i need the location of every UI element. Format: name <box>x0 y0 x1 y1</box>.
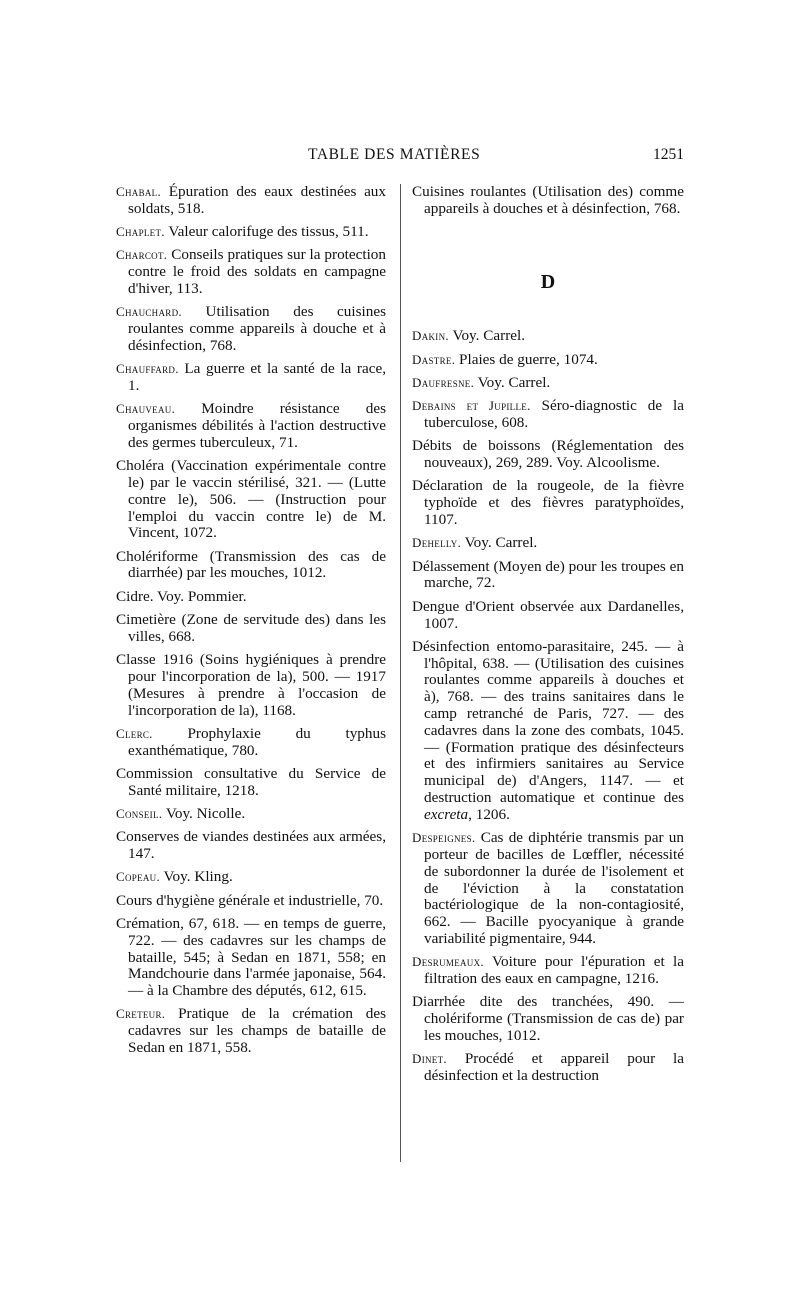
entry-text: La guerre et la santé de la race, 1. <box>128 360 386 394</box>
index-entry <box>116 869 386 886</box>
entry-text: Voy. Nicolle. <box>162 805 246 822</box>
index-entry <box>412 438 684 472</box>
index-entry <box>116 224 386 241</box>
section-letter: D <box>540 270 556 293</box>
index-entry <box>116 458 386 542</box>
index-entry <box>412 352 684 369</box>
entry-tail: , 1206. <box>468 805 510 823</box>
index-entry <box>116 1006 386 1056</box>
entry-text: Procédé et appareil pour la désinfection et la destruction <box>424 1050 684 1084</box>
entry-text: Diarrhée dite des tranchées, 490. — cholériforme (Transmission de cas de) par les mouches, 1012. <box>412 993 684 1044</box>
running-title: TABLE DES MATIÈRES <box>308 146 481 163</box>
author-name: Chauchard. <box>116 304 182 320</box>
index-entry <box>116 184 386 218</box>
author-name: Chauveau. <box>116 401 176 417</box>
author-name: Dastre. <box>412 351 456 367</box>
author-name: Dinet. <box>412 1051 447 1067</box>
entry-text: Cas de diphtérie transmis par un porteur de bacilles de Lœffler, nécessité de subordonner la durée de l'isolement et de l'éviction à la constatation bactériologique de la non-contagiosité, 662. — Bacille pyocyanique à grande variabilité pigmentaire, 944. <box>424 829 684 947</box>
index-entry <box>116 726 386 760</box>
index-entry <box>116 247 386 297</box>
index-entry <box>116 652 386 719</box>
entry-text: Choléra (Vaccination expérimentale contre le) par le vaccin stérilisé, 321. — (Lutte contre le), 506. — (Instruction pour l'emploi du vaccin contre le) de M. Vincent, 1072. <box>116 457 386 542</box>
author-name: Copeau. <box>116 869 161 885</box>
author-name: Chabal. <box>116 184 162 199</box>
entry-text: Commission consultative du Service de Santé militaire, 1218. <box>116 764 386 799</box>
index-entry <box>412 184 684 218</box>
author-name: Despeignes. <box>412 830 476 846</box>
entry-text: Voy. Kling. <box>160 868 233 886</box>
author-name: Debains et Jupille. <box>412 398 531 414</box>
index-entry <box>412 954 684 988</box>
author-name: Chauffard. <box>116 361 179 377</box>
index-entry <box>116 361 386 395</box>
index-entry <box>412 639 684 824</box>
author-name: Dakin. <box>412 328 449 344</box>
right-column <box>412 184 684 1091</box>
index-entry <box>116 401 386 451</box>
entry-text: Désinfection entomo-parasitaire, 245. — à l'hôpital, 638. — (Utilisation des cuisines roulantes comme appareils à douches et à), 768. — des trains sanitaires dans le camp retranché de Paris, 727. — des cadavres dans la zone des combats, 1045. — (Formation pratique des désinfecteurs et des infirmiers sanitaires au Service municipal de) d'Angers, 1147. — et destruction automatique et continue des <box>412 637 684 807</box>
index-entry <box>412 375 684 392</box>
entry-text: Crémation, 67, 618. — en temps de guerre, 722. — des cadavres sur les champs de bataille, 545; à Sedan en 1871, 558; en Mandchourie dans l'armée japonaise, 564. — à la Chambre des députés, 612, 615. <box>116 914 386 1000</box>
column-divider <box>400 184 401 1162</box>
entry-text: Conseils pratiques sur la protection contre le froid des soldats en campagne d'hiver, 113. <box>128 246 386 297</box>
index-entry <box>412 599 684 633</box>
left-column <box>116 184 386 1063</box>
index-entry <box>412 535 684 552</box>
index-entry <box>116 806 386 823</box>
index-entry <box>116 893 386 910</box>
page-header <box>110 146 684 172</box>
index-entry <box>412 328 684 345</box>
author-name: Desrumeaux. <box>412 954 484 970</box>
index-entry <box>412 398 684 432</box>
index-entry <box>116 304 386 354</box>
entry-text: Délassement (Moyen de) pour les troupes en marche, 72. <box>412 557 684 592</box>
entry-text: Cidre. Voy. Pommier. <box>116 587 247 605</box>
author-name: Clerc. <box>116 725 153 741</box>
index-entry <box>116 829 386 863</box>
entry-text: Voy. Carrel. <box>448 327 526 345</box>
author-name: Conseil. <box>116 806 163 821</box>
entry-text: Cholériforme (Transmission des cas de diarrhée) par les mouches, 1012. <box>116 547 386 582</box>
entry-text: Séro-diagnostic de la tuberculose, 608. <box>424 397 685 432</box>
index-entry <box>412 1051 684 1085</box>
index-entry <box>412 830 684 948</box>
entry-text: Plaies de guerre, 1074. <box>455 350 598 368</box>
entry-text: Conserves de viandes destinées aux armées, 147. <box>116 828 386 863</box>
index-entry <box>116 766 386 800</box>
author-name: Dehelly. <box>412 535 462 551</box>
entry-text: Prophylaxie du typhus exanthématique, 780. <box>128 724 386 759</box>
entry-text: Voiture pour l'épuration et la filtration des eaux en campagne, 1216. <box>424 953 684 987</box>
entry-text: Pratique de la crémation des cadavres sur les champs de bataille de Sedan en 1871, 558. <box>128 1005 386 1057</box>
author-name: Chaplet. <box>116 224 165 240</box>
entry-text: Voy. Carrel. <box>461 534 538 552</box>
entry-text: Cimetière (Zone de servitude des) dans les villes, 668. <box>116 611 386 645</box>
index-entry <box>116 916 386 1000</box>
entry-text: Voy. Carrel. <box>474 373 551 391</box>
page-number: 1251 <box>653 146 684 163</box>
index-entry <box>116 589 386 606</box>
entry-text: Épuration des eaux destinées aux soldats, 518. <box>128 183 386 217</box>
entry-text: Classe 1916 (Soins hygiéniques à prendre pour l'incorporation de la), 500. — 1917 (Mesures à prendre à l'occasion de l'incorporation de la), 1168. <box>116 651 386 719</box>
index-entry <box>412 994 684 1044</box>
index-entry <box>116 549 386 583</box>
entry-text: Cuisines roulantes (Utilisation des) comme appareils à douches et à désinfection, 768. <box>412 183 684 217</box>
entry-text: Débits de boissons (Réglementation des nouveaux), 269, 289. Voy. Alcoolisme. <box>412 437 684 472</box>
index-entry <box>412 478 684 528</box>
author-name: Charcot. <box>116 247 168 263</box>
entry-text: Dengue d'Orient observée aux Dardanelles, 1007. <box>412 597 684 632</box>
index-entry <box>116 612 386 646</box>
index-entry <box>412 559 684 593</box>
author-name: Daufresne. <box>412 374 475 390</box>
entry-italic: excreta <box>424 805 469 823</box>
author-name: Creteur. <box>116 1006 166 1022</box>
entry-text: Déclaration de la rougeole, de la fièvre typhoïde et des fièvres paratyphoïdes, 1107. <box>412 477 684 529</box>
entry-text: Cours d'hygiène générale et industrielle, 70. <box>116 891 384 909</box>
entry-text: Moindre résistance des organismes débilités à l'action destructive des germes tuberculeux, 71. <box>128 400 386 451</box>
entry-text: Valeur calorifuge des tissus, 511. <box>164 223 369 241</box>
entry-text: Utilisation des cuisines roulantes comme appareils à douche et à désinfection, 768. <box>128 303 386 354</box>
